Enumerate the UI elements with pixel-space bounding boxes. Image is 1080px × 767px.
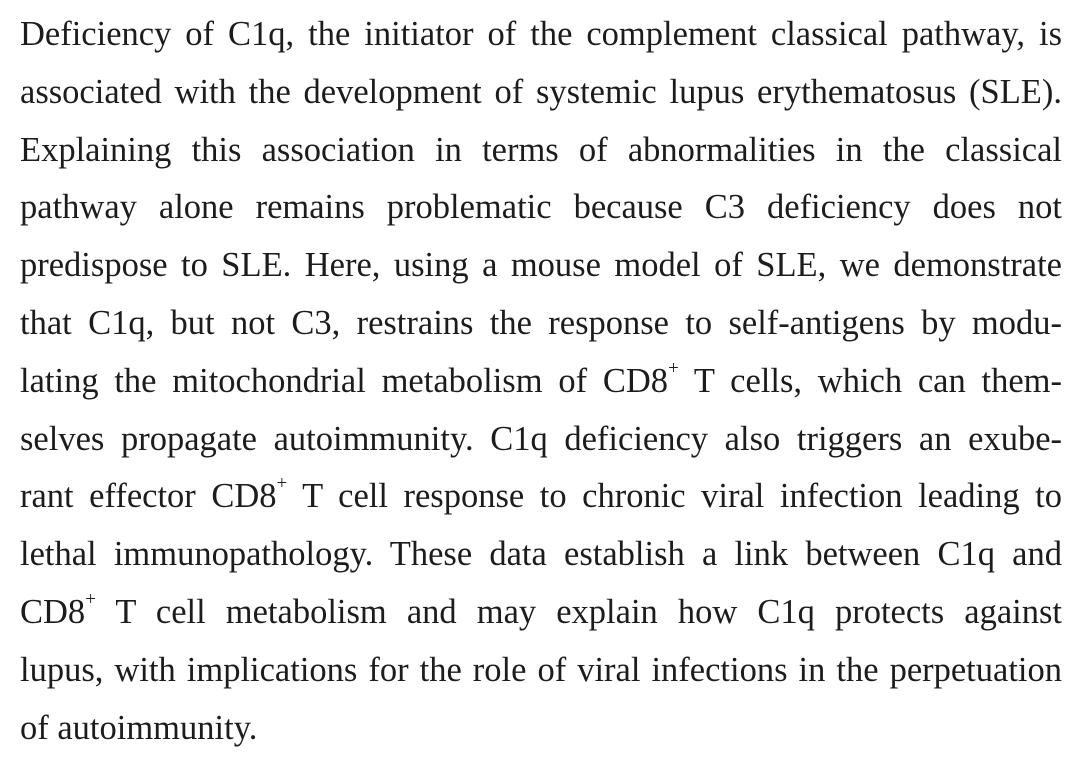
superscript-plus: + bbox=[668, 357, 679, 379]
text-line bbox=[20, 353, 1062, 411]
text-line bbox=[20, 584, 1062, 642]
superscript-plus: + bbox=[276, 473, 288, 495]
text-segment: T cell metabolism and may explain how C1q protects against bbox=[95, 592, 1062, 631]
superscript-plus: + bbox=[85, 588, 96, 610]
text-line: predispose to SLE. Here, using a mouse model of SLE, we demonstrate bbox=[20, 246, 1062, 285]
text-segment: T cells, which can them- bbox=[678, 361, 1062, 400]
text-line: selves propagate autoimmunity. C1q deficiency also triggers an exube- bbox=[20, 419, 1062, 458]
text-line: lethal immunopathology. These data establish a link between C1q and bbox=[20, 535, 1062, 574]
text-segment: lating the mitochondrial metabolism of CD8 bbox=[20, 361, 669, 400]
text-line: lupus, with implications for the role of viral infections in the perpetuation bbox=[20, 650, 1062, 689]
text-segment: CD8 bbox=[20, 592, 86, 631]
text-line: Explaining this association in terms of abnormalities in the classical bbox=[20, 130, 1062, 169]
text-line: of autoimmunity. bbox=[20, 708, 258, 747]
text-line: pathway alone remains problematic because C3 deficiency does not bbox=[20, 188, 1062, 227]
text-segment: T cell response to chronic viral infection leading to bbox=[287, 477, 1062, 516]
text-line: that C1q, but not C3, restrains the response to self-antigens by modu- bbox=[20, 303, 1062, 342]
text-line bbox=[20, 468, 1062, 526]
text-line: associated with the development of systemic lupus erythematosus (SLE). bbox=[20, 72, 1062, 111]
text-segment: rant effector CD8 bbox=[20, 477, 277, 516]
text-line: Deficiency of C1q, the initiator of the complement classical pathway, is bbox=[20, 15, 1062, 53]
abstract-paragraph bbox=[20, 6, 1062, 757]
